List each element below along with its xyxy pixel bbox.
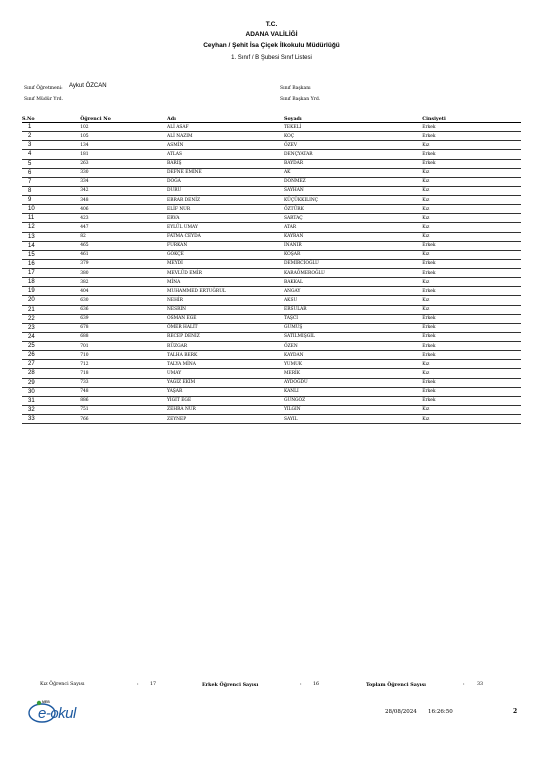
student-table-body	[22, 123, 521, 424]
cell-name: ALİ NAZIM	[167, 132, 284, 141]
cell-gender: Kız	[422, 196, 521, 205]
cell-sno: 2	[22, 132, 80, 141]
page-title: 1. Sınıf / B Şubesi Sınıf Listesi	[231, 55, 312, 61]
cell-sno: 24	[22, 332, 80, 341]
cell-student-no: 465	[80, 241, 167, 250]
table-row	[22, 186, 521, 195]
president-label: Sınıf Başkanı	[280, 86, 311, 91]
cell-surname: SAYHAN	[284, 186, 422, 195]
cell-sno: 17	[22, 269, 80, 278]
cell-surname: DEMİRCİOĞLU	[284, 259, 422, 268]
cell-gender: Kız	[422, 177, 521, 186]
cell-sno: 21	[22, 305, 80, 314]
table-row	[22, 196, 521, 205]
cell-student-no: 105	[80, 132, 167, 141]
cell-sno: 11	[22, 214, 80, 223]
teacher-label: Sınıf Öğretmeni:	[24, 86, 63, 91]
cell-surname: KARAÖMEROĞLU	[284, 269, 422, 278]
cell-name: YAĞIZ EKİM	[167, 378, 284, 387]
table-row	[22, 159, 521, 168]
header-governorship: ADANA VALİLİĞİ	[245, 31, 298, 38]
cell-name: BARIŞ	[167, 159, 284, 168]
table-row	[22, 205, 521, 214]
cell-gender: Erkek	[422, 132, 521, 141]
table-row	[22, 415, 521, 424]
cell-student-no: 382	[80, 278, 167, 287]
cell-surname: KOÇ	[284, 132, 422, 141]
table-row	[22, 360, 521, 369]
cell-surname: KAYRAN	[284, 232, 422, 241]
cell-student-no: 134	[80, 141, 167, 150]
table-row	[22, 259, 521, 268]
cell-name: MEYDİ	[167, 259, 284, 268]
cell-student-no: 181	[80, 150, 167, 159]
cell-name: DEFNE EMİNE	[167, 168, 284, 177]
print-date: 28/08/2024	[385, 709, 417, 715]
colon: :	[300, 682, 302, 687]
cell-student-no: 748	[80, 387, 167, 396]
table-row	[22, 323, 521, 332]
cell-gender: Kız	[422, 415, 521, 424]
cell-name: ASMİN	[167, 141, 284, 150]
print-time: 16:26:50	[428, 709, 453, 715]
cell-surname: TEKELİ	[284, 123, 422, 132]
cell-gender: Erkek	[422, 323, 521, 332]
cell-sno: 7	[22, 177, 80, 186]
cell-student-no: 380	[80, 269, 167, 278]
cell-surname: ÖZEN	[284, 342, 422, 351]
cell-gender: Kız	[422, 305, 521, 314]
cell-gender: Erkek	[422, 332, 521, 341]
table-row	[22, 314, 521, 323]
cell-student-no: 461	[80, 250, 167, 259]
cell-name: ALİ ASAF	[167, 123, 284, 132]
cell-gender: Erkek	[422, 287, 521, 296]
cell-sno: 31	[22, 396, 80, 405]
cell-surname: KÜÇÜKKILINÇ	[284, 196, 422, 205]
cell-surname: SAYIL	[284, 415, 422, 424]
cell-sno: 8	[22, 186, 80, 195]
cell-sno: 29	[22, 378, 80, 387]
table-row	[22, 168, 521, 177]
cell-student-no: 701	[80, 342, 167, 351]
col-header-student-no: Öğrenci No	[80, 115, 167, 123]
cell-surname: AK	[284, 168, 422, 177]
col-header-sno: S.No	[22, 115, 80, 123]
cell-sno: 26	[22, 351, 80, 360]
cell-sno: 15	[22, 250, 80, 259]
table-row	[22, 177, 521, 186]
total-count-label: Toplam Öğrenci Sayısı	[366, 682, 426, 688]
cell-student-no: 766	[80, 415, 167, 424]
cell-student-no: 404	[80, 287, 167, 296]
cell-surname: KOŞAR	[284, 250, 422, 259]
table-row	[22, 278, 521, 287]
cell-gender: Erkek	[422, 387, 521, 396]
cell-gender: Kız	[422, 168, 521, 177]
cell-gender: Kız	[422, 296, 521, 305]
cell-student-no: 712	[80, 360, 167, 369]
cell-sno: 9	[22, 196, 80, 205]
cell-gender: Erkek	[422, 150, 521, 159]
cell-student-no: 639	[80, 314, 167, 323]
cell-sno: 30	[22, 387, 80, 396]
table-row	[22, 305, 521, 314]
cell-sno: 20	[22, 296, 80, 305]
table-row	[22, 214, 521, 223]
cell-student-no: 636	[80, 305, 167, 314]
cell-surname: BAKKAL	[284, 278, 422, 287]
cell-name: FURKAN	[167, 241, 284, 250]
cell-sno: 32	[22, 405, 80, 414]
girls-count: 17	[150, 682, 157, 687]
cell-name: UMAY	[167, 369, 284, 378]
cell-sno: 16	[22, 259, 80, 268]
table-header-row	[22, 115, 521, 123]
cell-gender: Kız	[422, 232, 521, 241]
cell-student-no: 447	[80, 223, 167, 232]
cell-sno: 13	[22, 232, 80, 241]
cell-name: RÜZGAR	[167, 342, 284, 351]
cell-name: OSMAN EGE	[167, 314, 284, 323]
cell-gender: Kız	[422, 223, 521, 232]
cell-surname: ATAR	[284, 223, 422, 232]
cell-student-no: 710	[80, 351, 167, 360]
cell-name: DOĞA	[167, 177, 284, 186]
cell-name: YİĞİT EGE	[167, 396, 284, 405]
cell-surname: ERSULAR	[284, 305, 422, 314]
girls-count-label: Kız Öğrenci Sayısı	[40, 682, 85, 687]
cell-name: RECEP DENİZ	[167, 332, 284, 341]
table-row	[22, 332, 521, 341]
col-header-name: Adı	[167, 115, 284, 123]
cell-student-no: 733	[80, 378, 167, 387]
cell-student-no: 82	[80, 232, 167, 241]
cell-sno: 4	[22, 150, 80, 159]
cell-name: ÖMER HALİT	[167, 323, 284, 332]
cell-sno: 5	[22, 159, 80, 168]
cell-surname: MERİK	[284, 369, 422, 378]
cell-student-no: 334	[80, 177, 167, 186]
cell-name: DURU	[167, 186, 284, 195]
cell-student-no: 630	[80, 296, 167, 305]
cell-gender: Erkek	[422, 351, 521, 360]
cell-gender: Kız	[422, 214, 521, 223]
cell-sno: 18	[22, 278, 80, 287]
cell-gender: Erkek	[422, 396, 521, 405]
cell-student-no: 330	[80, 168, 167, 177]
table-row	[22, 241, 521, 250]
page-number: 2	[513, 708, 518, 715]
cell-name: EYLÜL UMAY	[167, 223, 284, 232]
cell-student-no: 342	[80, 186, 167, 195]
cell-gender: Kız	[422, 405, 521, 414]
cell-sno: 12	[22, 223, 80, 232]
cell-name: GÖKÇE	[167, 250, 284, 259]
cell-gender: Erkek	[422, 314, 521, 323]
cell-student-no: 102	[80, 123, 167, 132]
table-row	[22, 287, 521, 296]
cell-sno: 1	[22, 123, 80, 132]
cell-sno: 22	[22, 314, 80, 323]
cell-gender: Kız	[422, 141, 521, 150]
cell-student-no: 678	[80, 323, 167, 332]
cell-name: YAŞAR	[167, 387, 284, 396]
cell-gender: Kız	[422, 250, 521, 259]
table-row	[22, 396, 521, 405]
cell-surname: KAYDAN	[284, 351, 422, 360]
colon: :	[137, 682, 139, 687]
table-row	[22, 342, 521, 351]
cell-gender: Kız	[422, 360, 521, 369]
cell-student-no: 751	[80, 405, 167, 414]
cell-surname: GÜNGÖZ	[284, 396, 422, 405]
cell-student-no: 379	[80, 259, 167, 268]
cell-gender: Erkek	[422, 123, 521, 132]
cell-surname: DÖNMEZ	[284, 177, 422, 186]
cell-surname: DENÇYATAR	[284, 150, 422, 159]
cell-surname: AYDOĞDU	[284, 378, 422, 387]
table-row	[22, 296, 521, 305]
table-row	[22, 369, 521, 378]
cell-name: TALHA BERK	[167, 351, 284, 360]
cell-sno: 3	[22, 141, 80, 150]
table-row	[22, 378, 521, 387]
col-header-gender: Cinsiyeti	[422, 115, 521, 123]
cell-name: ZEYNEP	[167, 415, 284, 424]
cell-sno: 28	[22, 369, 80, 378]
header-school: Ceyhan / Şehit İsa Çiçek İlkokulu Müdürlüğü	[203, 42, 340, 49]
table-row	[22, 150, 521, 159]
table-row	[22, 132, 521, 141]
cell-name: FATMA CEYDA	[167, 232, 284, 241]
table-row	[22, 141, 521, 150]
cell-name: EBRAR DENİZ	[167, 196, 284, 205]
meb-label: MEB	[42, 700, 50, 704]
boys-count-label: Erkek Öğrenci Sayısı	[202, 682, 259, 688]
cell-student-no: 263	[80, 159, 167, 168]
cell-name: MİNA	[167, 278, 284, 287]
table-row	[22, 223, 521, 232]
col-header-surname: Soyadı	[284, 115, 422, 123]
total-count: 33	[477, 682, 484, 687]
cell-surname: SARTAÇ	[284, 214, 422, 223]
cell-sno: 6	[22, 168, 80, 177]
cell-surname: YILGIN	[284, 405, 422, 414]
cell-gender: Kız	[422, 369, 521, 378]
cell-student-no: 886	[80, 396, 167, 405]
cell-name: MUHAMMED ERTUĞRUL	[167, 287, 284, 296]
cell-surname: ÖZTÜRK	[284, 205, 422, 214]
table-row	[22, 123, 521, 132]
cell-gender: Erkek	[422, 159, 521, 168]
cell-gender: Erkek	[422, 378, 521, 387]
student-table	[22, 115, 521, 424]
header-tc: T.C.	[265, 21, 278, 28]
cell-gender: Kız	[422, 205, 521, 214]
cell-student-no: 348	[80, 196, 167, 205]
cell-name: ZEHRA NUR	[167, 405, 284, 414]
vice-label: Sınıf Müdür Yrd.	[24, 97, 64, 102]
cell-surname: ANGAY	[284, 287, 422, 296]
cell-sno: 27	[22, 360, 80, 369]
cell-student-no: 688	[80, 332, 167, 341]
table-row	[22, 387, 521, 396]
cell-surname: BAYDAR	[284, 159, 422, 168]
cell-name: NESRİN	[167, 305, 284, 314]
cell-surname: İNANIR	[284, 241, 422, 250]
table-row	[22, 232, 521, 241]
cell-gender: Erkek	[422, 269, 521, 278]
cell-student-no: 406	[80, 205, 167, 214]
cell-sno: 14	[22, 241, 80, 250]
deputy-label: Sınıf Başkan Yrd.	[280, 97, 321, 102]
cell-surname: TAŞCI	[284, 314, 422, 323]
cell-gender: Erkek	[422, 241, 521, 250]
cell-sno: 23	[22, 323, 80, 332]
cell-student-no: 718	[80, 369, 167, 378]
cell-name: NEHİR	[167, 296, 284, 305]
table-row	[22, 250, 521, 259]
cell-sno: 19	[22, 287, 80, 296]
cell-name: MEVLÜD EMİR	[167, 269, 284, 278]
cell-surname: GÜMÜŞ	[284, 323, 422, 332]
cell-name: TALYA MİNA	[167, 360, 284, 369]
table-row	[22, 405, 521, 414]
cell-surname: ÖZEV	[284, 141, 422, 150]
teacher-value: Aykut ÖZCAN	[69, 83, 107, 89]
cell-surname: SATILMIŞGİL	[284, 332, 422, 341]
colon: :	[463, 682, 465, 687]
cell-sno: 33	[22, 415, 80, 424]
cell-gender: Erkek	[422, 342, 521, 351]
cell-name: ERVA	[167, 214, 284, 223]
cell-name: ELİF NUR	[167, 205, 284, 214]
cell-gender: Kız	[422, 278, 521, 287]
cell-surname: KANLI	[284, 387, 422, 396]
cell-student-no: 423	[80, 214, 167, 223]
cell-gender: Erkek	[422, 259, 521, 268]
cell-gender: Kız	[422, 186, 521, 195]
e-okul-logo-text: e-okul	[38, 705, 76, 722]
cell-name: ATLAS	[167, 150, 284, 159]
cell-surname: YUMUK	[284, 360, 422, 369]
cell-sno: 10	[22, 205, 80, 214]
table-row	[22, 351, 521, 360]
cell-surname: AKSU	[284, 296, 422, 305]
boys-count: 16	[313, 682, 320, 687]
cell-sno: 25	[22, 342, 80, 351]
table-row	[22, 269, 521, 278]
